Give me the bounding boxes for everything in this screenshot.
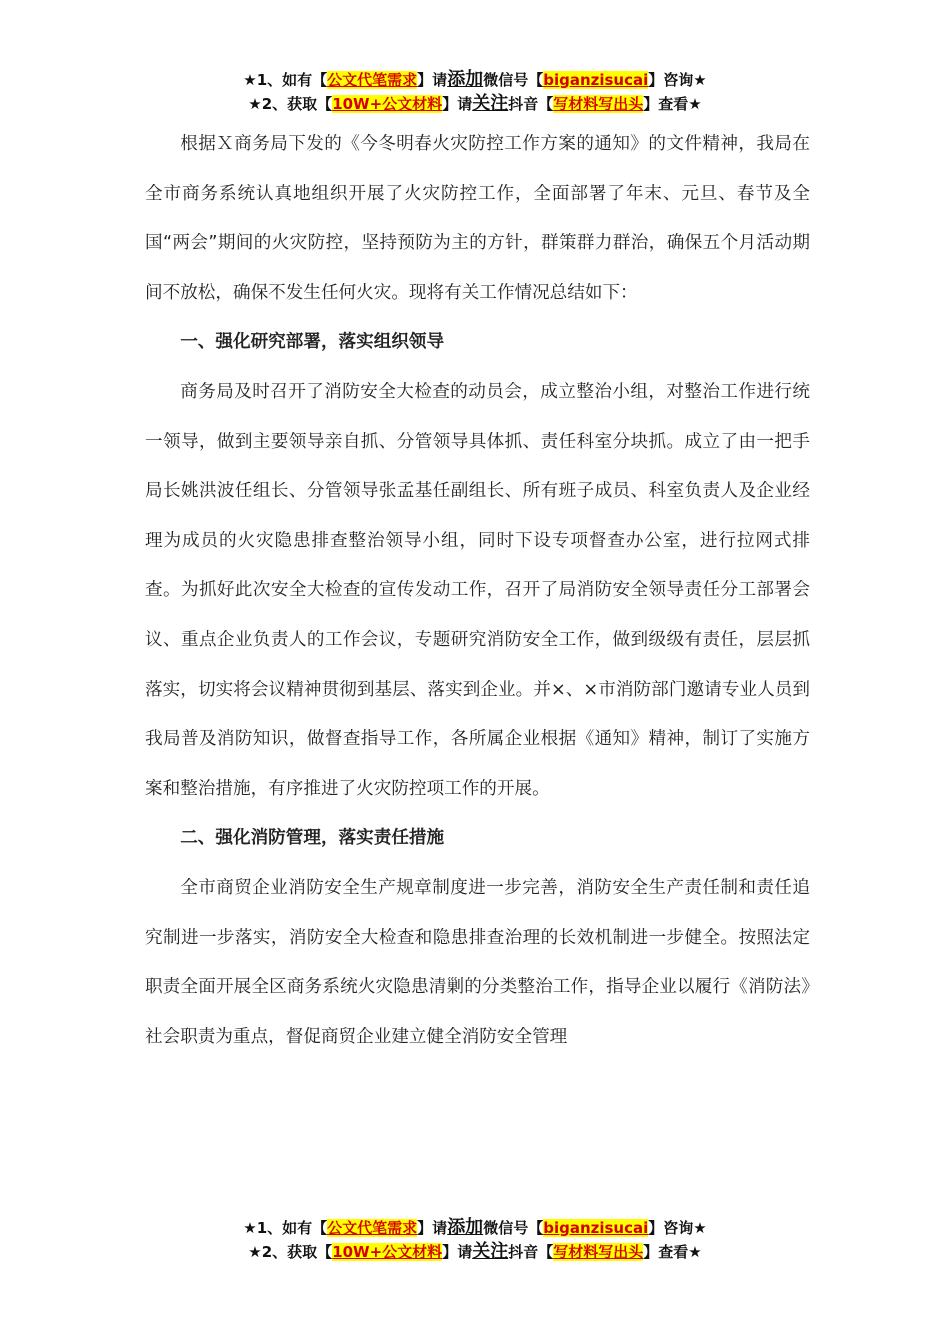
star-icon: ★ xyxy=(243,1219,257,1237)
star-icon: ★ xyxy=(688,95,702,113)
promo-text: 1、如有【 xyxy=(256,71,328,89)
star-icon: ★ xyxy=(688,1243,702,1261)
promo-text: 微信号【 xyxy=(483,1219,544,1237)
promo-emphasis: 关注 xyxy=(472,93,509,114)
promo-text: 】咨询 xyxy=(648,71,694,89)
promo-text: 1、如有【 xyxy=(256,1219,328,1237)
promo-text: 抖音【 xyxy=(508,1243,554,1261)
paragraph-section-2: 全市商贸企业消防安全生产规章制度进一步完善，消防安全生产责任制和责任追究制进一步落实，消防安全大检查和隐患排查治理的长效机制进一步健全。按照法定职责全面开展全区商务系统火灾隐患清剿的分类整治工作，指导企业以履行《消防法》社会职责为重点，督促商贸企业建立健全消防安全管理 xyxy=(145,877,810,1047)
promo-line-1 xyxy=(0,68,950,92)
promo-douyin-id: 写材料写出头 xyxy=(553,1243,644,1261)
promo-emphasis: 添加 xyxy=(447,69,484,90)
promo-text: 】查看 xyxy=(643,95,689,113)
section-heading-2: 二、强化消防管理，落实责任措施 xyxy=(180,828,445,849)
promo-highlight: 10W+公文材料 xyxy=(332,95,443,113)
promo-text: 2、获取【 xyxy=(261,1243,333,1261)
star-icon: ★ xyxy=(248,1243,262,1261)
promo-line-2 xyxy=(0,92,950,116)
promo-douyin-id: 写材料写出头 xyxy=(553,95,644,113)
promo-highlight: 公文代笔需求 xyxy=(327,71,418,89)
paragraph-section-1: 商务局及时召开了消防安全大检查的动员会，成立整治小组，对整治工作进行统一领导，做到主要领导亲自抓、分管领导具体抓、责任科室分块抓。成立了由一把手局长姚洪波任组长、分管领导张孟基任副组长、所有班子成员、科室负责人及企业经理为成员的火灾隐患排查整治领导小组，同时下设专项督查办公室，进行拉网式排查。为抓好此次安全大检查的宣传发动工作，召开了局消防安全领导责任分工部署会议、重点企业负责人的工作会议，专题研究消防安全工作，做到级级有责任，层层抓落实，切实将会议精神贯彻到基层、落实到企业。并×、×市消防部门邀请专业人员到我局普及消防知识，做督查指导工作，各所属企业根据《通知》精神，制订了实施方案和整治措施，有序推进了火灾防控项工作的开展。 xyxy=(145,381,810,799)
promo-emphasis: 添加 xyxy=(447,1217,484,1238)
promo-text: 】请 xyxy=(442,95,473,113)
promo-line-1 xyxy=(0,1216,950,1240)
promo-highlight: 10W+公文材料 xyxy=(332,1243,443,1261)
promo-text: 】咨询 xyxy=(648,1219,694,1237)
promo-text: 】请 xyxy=(442,1243,473,1261)
promo-wechat-id: biganzisucai xyxy=(543,71,649,89)
paragraph-intro: 根据Ｘ商务局下发的《今冬明春火灾防控工作方案的通知》的文件精神，我局在全市商务系统认真地组织开展了火灾防控工作，全面部署了年末、元旦、春节及全国“两会”期间的火灾防控，坚持预防为主的方针，群策群力群治，确保五个月活动期间不放松，确保不发生任何火灾。现将有关工作情况总结如下： xyxy=(145,134,810,303)
star-icon: ★ xyxy=(248,95,262,113)
promo-line-2 xyxy=(0,1240,950,1264)
promo-wechat-id: biganzisucai xyxy=(543,1219,649,1237)
star-icon: ★ xyxy=(243,71,257,89)
promo-highlight: 公文代笔需求 xyxy=(327,1219,418,1237)
promo-text: 2、获取【 xyxy=(261,95,333,113)
promo-emphasis: 关注 xyxy=(472,1241,509,1262)
promo-text: 】查看 xyxy=(643,1243,689,1261)
promo-text: 】请 xyxy=(417,1219,448,1237)
star-icon: ★ xyxy=(693,1219,707,1237)
promo-text: 抖音【 xyxy=(508,95,554,113)
star-icon: ★ xyxy=(693,71,707,89)
document-body xyxy=(145,120,810,1062)
section-heading-1: 一、强化研究部署，落实组织领导 xyxy=(180,332,445,353)
promo-banner-bottom xyxy=(0,1216,950,1264)
promo-text: 微信号【 xyxy=(483,71,544,89)
promo-banner-top xyxy=(0,68,950,116)
promo-text: 】请 xyxy=(417,71,448,89)
